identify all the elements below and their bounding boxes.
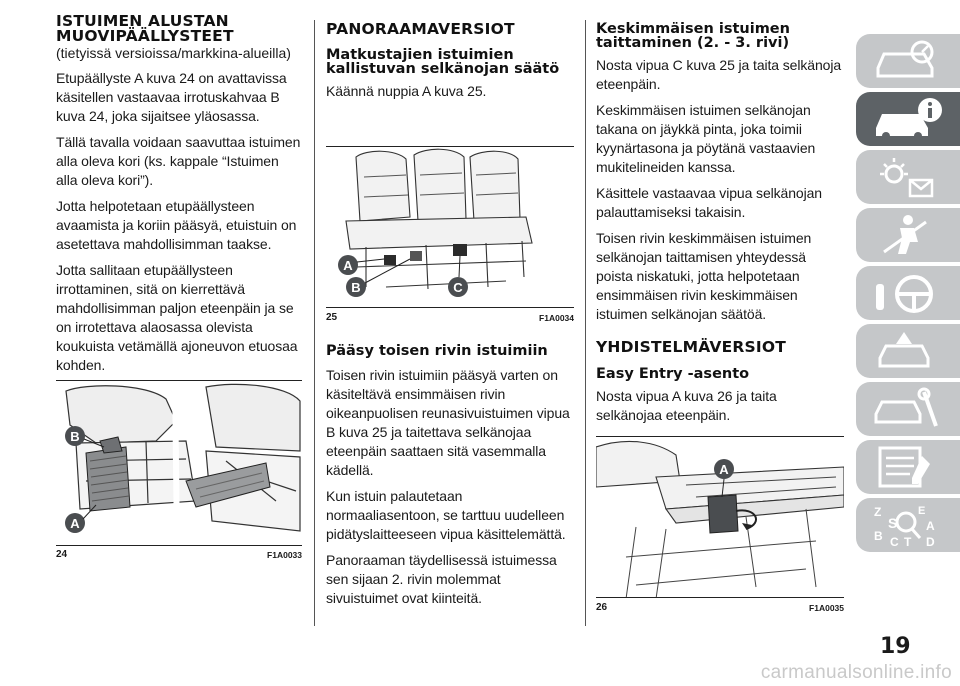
knob-a xyxy=(384,255,396,265)
paragraph: Nosta vipua A kuva 26 ja taita selkänojaa eteenpäin. xyxy=(596,388,777,423)
watermark: carmanualsonline.info xyxy=(760,662,952,683)
column-middle-seat xyxy=(596,22,844,425)
callout-c xyxy=(448,256,468,297)
figure-number: 24 xyxy=(56,549,68,560)
svg-text:C: C xyxy=(453,280,463,295)
svg-text:A: A xyxy=(343,258,353,273)
figure-number: 25 xyxy=(326,312,338,323)
svg-text:S: S xyxy=(888,515,898,531)
column-panorama-access xyxy=(326,344,574,608)
paragraph: Etupäällyste A kuva 24 on avattavissa käsitellen vastaavaa irrotuskahvaa B kuva 24, joka sijaitsee yläosassa. xyxy=(56,70,287,124)
subsection-title: Pääsy toisen rivin istuimiin xyxy=(326,343,548,359)
figure-25-caption xyxy=(326,312,574,326)
figure-code: F1A0034 xyxy=(539,313,574,323)
tab-vehicle-info[interactable] xyxy=(856,92,960,146)
figure-24 xyxy=(56,380,302,546)
svg-text:A: A xyxy=(70,516,80,531)
tab-starting-driving[interactable] xyxy=(856,266,960,320)
column-divider xyxy=(585,20,586,626)
svg-text:Z: Z xyxy=(874,505,882,519)
figure-number: 26 xyxy=(596,602,608,613)
tab-dashboard[interactable] xyxy=(856,34,960,88)
paragraph: Kun istuin palautetaan normaaliasentoon, se tarttuu uudelleen pidätyslaitteeseen vipua käsittelemättä. xyxy=(326,488,566,542)
subsection-title: Matkustajien istuimien kallistuvan selkänojan säätö xyxy=(326,47,560,77)
svg-text:B: B xyxy=(874,529,883,543)
tab-maintenance[interactable] xyxy=(856,382,960,436)
column-panorama xyxy=(326,22,574,101)
svg-text:B: B xyxy=(70,429,80,444)
svg-text:C: C xyxy=(890,535,899,548)
car-info-icon xyxy=(870,96,946,142)
warning-lights-icon xyxy=(870,154,946,200)
easy-entry-illustration xyxy=(596,437,844,598)
section-note: (tietyissä versioissa/markkina-alueilla) xyxy=(56,45,291,61)
svg-text:D: D xyxy=(926,535,935,548)
svg-text:A: A xyxy=(719,462,729,477)
figure-25 xyxy=(326,146,574,308)
paragraph: Toisen rivin keskimmäisen istuimen selkänojan taittamisen yhteydessä poista niskatuki, jotta helpotetaan ensimmäisen rivin keskimmäisen istuimen selkänojan säätöä. xyxy=(596,230,812,322)
tab-index[interactable] xyxy=(856,498,960,552)
svg-text:A: A xyxy=(926,519,935,533)
paragraph: Käännä nuppia A kuva 25. xyxy=(326,83,487,99)
section-title: PANORAAMAVERSIOT xyxy=(326,20,515,38)
column-seat-covers xyxy=(56,14,302,375)
tab-safety[interactable] xyxy=(856,208,960,262)
paragraph: Jotta helpotetaan etupäällysteen avaamista ja koriin pääsyä, etuistuin on asetettava mahdollisimman taakse. xyxy=(56,198,297,252)
alphabetical-index-icon xyxy=(870,502,946,548)
car-gauge-icon xyxy=(870,38,946,84)
figure-24-caption xyxy=(56,549,302,563)
section-title: YHDISTELMÄVERSIOT xyxy=(596,338,786,356)
svg-text:E: E xyxy=(918,505,926,517)
steering-wheel-icon xyxy=(870,270,946,316)
section-title: ISTUIMEN ALUSTAN MUOVIPÄÄLLYSTEET xyxy=(56,12,234,45)
page-number: 19 xyxy=(880,634,911,659)
airbag-person-icon xyxy=(870,212,946,258)
paragraph: Panoraaman täydellisessä istuimessa sen sijaan 2. rivin molemmat sivuistuimet ovat kiinteitä. xyxy=(326,552,557,606)
tab-emergency[interactable] xyxy=(856,324,960,378)
paragraph: Toisen rivin istuimiin pääsyä varten on käsiteltävä ensimmäisen rivin oikeanpuolisen reunasivuistuimen vipua B kuva 25 ja taitettava selkänojaa eteenpäin saattaen sitä vasemmalla kädellä. xyxy=(326,367,570,478)
paragraph: Nosta vipua C kuva 25 ja taita selkänoja eteenpäin. xyxy=(596,57,842,92)
figure-code: F1A0035 xyxy=(809,603,844,613)
figure-26-caption xyxy=(596,602,844,616)
column-divider xyxy=(314,20,315,626)
tab-technical-specs[interactable] xyxy=(856,440,960,494)
callout-a xyxy=(338,255,384,275)
tab-warning-lights[interactable] xyxy=(856,150,960,204)
car-breakdown-icon xyxy=(870,328,946,374)
subsection-title: Easy Entry -asento xyxy=(596,366,750,382)
figure-code: F1A0033 xyxy=(267,550,302,560)
paragraph: Tällä tavalla voidaan saavuttaa istuimen alla oleva kori (ks. kappale “Istuimen alla oleva kori”). xyxy=(56,134,301,188)
specs-list-icon xyxy=(870,444,946,490)
lever-b xyxy=(410,251,422,261)
paragraph: Käsittele vastaavaa vipua selkänojan palauttamiseksi takaisin. xyxy=(596,185,822,220)
figure-26 xyxy=(596,436,844,598)
car-wrench-icon xyxy=(870,386,946,432)
svg-text:B: B xyxy=(351,280,361,295)
panorama-seats-illustration xyxy=(326,147,574,308)
seat-cover-illustration xyxy=(56,381,302,546)
subsection-title: Keskimmäisen istuimen taittaminen (2. - 3. rivi) xyxy=(596,21,790,51)
lever-c xyxy=(453,244,467,256)
svg-text:T: T xyxy=(904,535,912,548)
paragraph: Jotta sallitaan etupäällysteen irrottaminen, sitä on kierrettävä mahdollisimman paljon eteenpäin ja se on irrotettava alaosassa olevista koukuista vetämällä ajoneuvon etuosaa kohden. xyxy=(56,262,298,373)
paragraph: Keskimmäisen istuimen selkänojan takana on jäykkä pinta, joka toimii kyynärtasona ja pöytänä vastaavien mukitelineiden kanssa. xyxy=(596,102,816,175)
